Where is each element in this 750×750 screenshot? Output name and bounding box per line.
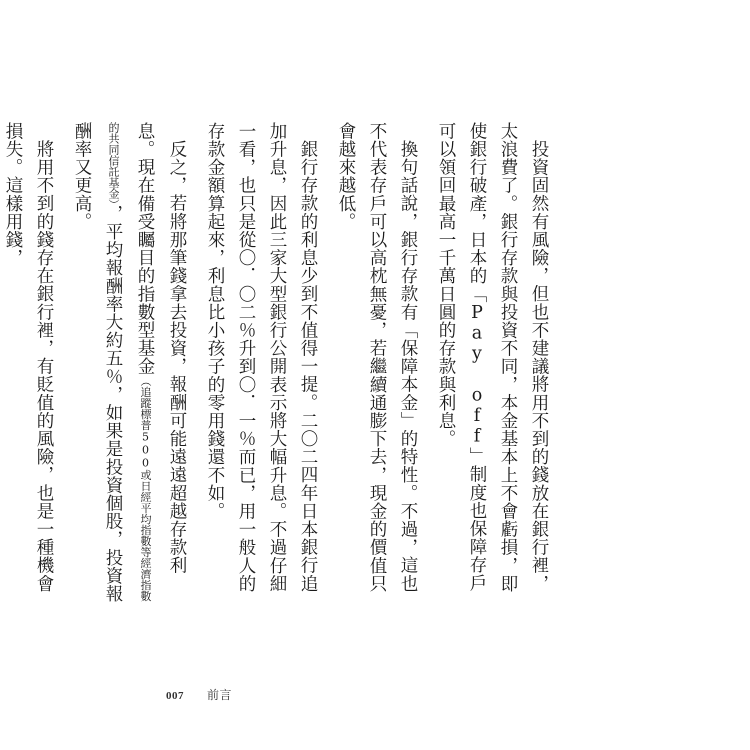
paragraph-2: 換句話說，銀行存款有「保障本金」的特性。不過，這也不代表存戶可以高枕無憂，若繼續通膨下去，現金的價值只會越來越低。 — [336, 122, 418, 593]
paragraph-4-text-after: ，平均報酬率大約五％，如果是投資個股，投資報酬率又更高。 — [72, 122, 123, 603]
paragraph-4-text-before: 反之，若將那筆錢拿去投資，報酬可能遠遠超越存款利息。現在備受矚目的指數型基金 — [135, 122, 187, 574]
chapter-title: 前言 — [207, 688, 233, 702]
page-footer — [166, 686, 232, 703]
paragraph-5: 將用不到的錢存在銀行裡，有貶值的風險，也是一種機會損失。這樣用錢， — [3, 122, 54, 592]
fund-definition-note: （追蹤標普500或日經平均指數等經濟指數的共同信託基金） — [107, 122, 152, 602]
paragraph-4 — [66, 122, 192, 607]
paragraph-3: 銀行存款的利息少到不值得一提。二〇二四年日本銀行追加升息，因此三家大型銀行公開表示將大幅升息。不過仔細一看，也只是從〇．〇二％升到〇．一％而已，用一般人的存款金額算起來，利息比小孩子的零用錢還不如。 — [205, 122, 318, 593]
body-text — [0, 122, 554, 607]
paragraph-1: 投資固然有風險，但也不建議將用不到的錢放在銀行裡，太浪費了。銀行存款與投資不同，本金基本上不會虧損，即使銀行破產，日本的「Pay off」制度也保障存戶可以領回最高一千萬日圓的存款與利息。 — [436, 122, 549, 593]
page-number: 007 — [166, 690, 184, 702]
